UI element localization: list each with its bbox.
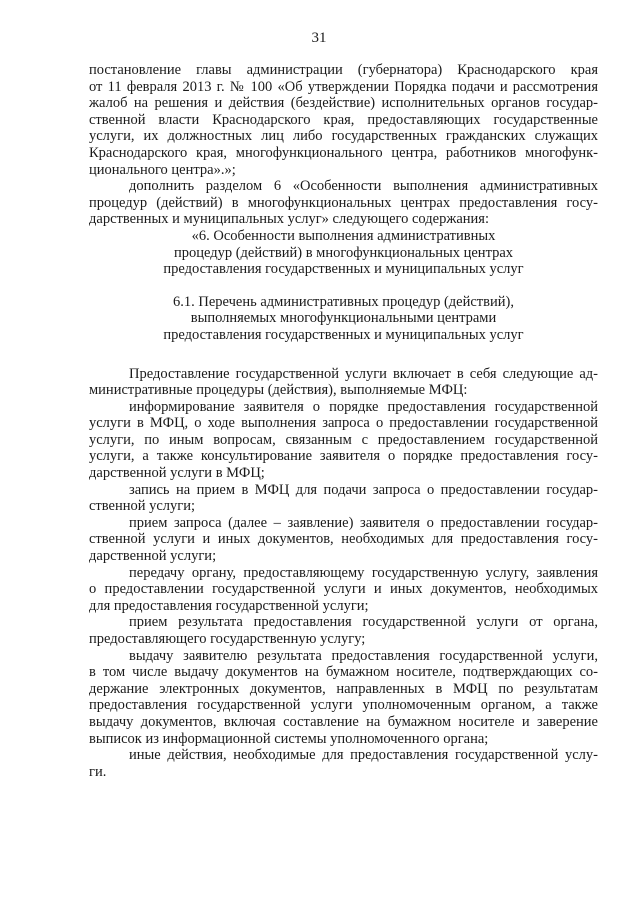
text-line: ственной услуги и иных документов, необходимых для предоставления госу- [89, 531, 598, 548]
text-line: дарственной услуги; [89, 548, 217, 565]
heading-line: выполняемых многофункциональными центрами [190, 310, 497, 327]
heading-line: 6.1. Перечень административных процедур (действий), [173, 293, 514, 310]
text-line: жалоб на решения и действия (бездействие) исполнительных органов государ- [89, 95, 598, 112]
text-line: выписок из информационной системы уполномоченного органа; [89, 730, 489, 747]
text-line: иные действия, необходимые для предоставления государственной услу- [129, 747, 598, 764]
text-line: процедур (действий) в многофункциональных центрах предоставления госу- [89, 194, 598, 211]
subsection-6-1-heading [89, 294, 598, 344]
text-line: министративные процедуры (действия), выполняемые МФЦ: [89, 382, 468, 399]
text-line: информирование заявителя о порядке предоставления государственной [129, 398, 598, 415]
list-item [89, 648, 598, 748]
paragraph-add-section [89, 178, 598, 228]
text-line: запись на прием в МФЦ для подачи запроса о предоставлении государ- [129, 481, 598, 498]
text-line: ги. [89, 763, 107, 780]
paragraph-resolution-reference [89, 62, 598, 178]
text-line: ственной власти Краснодарского края, предоставляющих государственные [89, 111, 598, 128]
text-line: постановление главы администрации (губернатора) Краснодарского края [89, 62, 598, 78]
document-body [89, 62, 598, 780]
text-line: передачу органу, предоставляющему государственную услугу, заявления [129, 564, 598, 581]
list-item [89, 482, 598, 515]
heading-line: предоставления государственных и муниципальных услуг [163, 326, 524, 343]
text-line: ственной услуги; [89, 498, 196, 515]
list-item [89, 565, 598, 615]
list-item [89, 366, 598, 399]
list-item [89, 515, 598, 565]
procedure-list [89, 366, 598, 781]
text-line: в том числе выдачу документов на бумажном носителе, подтверждающих со- [89, 664, 598, 681]
text-line: ционального центра».»; [89, 161, 236, 178]
text-line: услуги, их должностных лиц либо государственных гражданских служащих [89, 128, 598, 145]
text-line: дарственных и муниципальных услуг» следующего содержания: [89, 211, 490, 228]
text-line: услуги, а также консультирование заявителя о порядке предоставления госу- [89, 448, 598, 465]
text-line: Краснодарского края, многофункционального центра, работников многофунк- [89, 144, 598, 161]
text-line: о предоставлении государственной услуги и иных документов, необходимых [89, 581, 598, 598]
list-item [89, 614, 598, 647]
heading-line: «6. Особенности выполнения административных [191, 227, 496, 244]
list-item [89, 399, 598, 482]
text-line: от 11 февраля 2013 г. № 100 «Об утверждении Порядка подачи и рассмотрения [89, 78, 598, 95]
text-line: услуги, по иным вопросам, связанным с предоставлением государственной [89, 431, 598, 448]
text-line: выдачу заявителю результата предоставления государственной услуги, [129, 647, 598, 664]
heading-line: предоставления государственных и муниципальных услуг [163, 261, 524, 278]
text-line: дополнить разделом 6 «Особенности выполнения административных [129, 178, 598, 195]
text-line: предоставления государственной услуги уполномоченным органом, а также [89, 697, 598, 714]
text-line: прием запроса (далее – заявление) заявителя о предоставлении государ- [129, 514, 598, 531]
text-line: для предоставления государственной услуги; [89, 597, 369, 614]
text-line: дарственной услуги в МФЦ; [89, 465, 265, 482]
text-line: предоставляющего государственную услугу; [89, 631, 366, 647]
section-6-heading [89, 228, 598, 278]
text-line: прием результата предоставления государственной услуги от органа, [129, 614, 598, 631]
text-line: услуги в МФЦ, о ходе выполнения запроса о предоставлении государственной [89, 415, 598, 432]
text-line: выдачу документов, включая составление на бумажном носителе и заверение [89, 713, 598, 730]
page-number: 31 [311, 30, 327, 46]
list-item [89, 747, 598, 780]
text-line: Предоставление государственной услуги включает в себя следующие ад- [129, 365, 598, 382]
heading-line: процедур (действий) в многофункциональных центрах [173, 244, 514, 261]
text-line: держание электронных документов, направленных в МФЦ по результатам [89, 680, 598, 697]
